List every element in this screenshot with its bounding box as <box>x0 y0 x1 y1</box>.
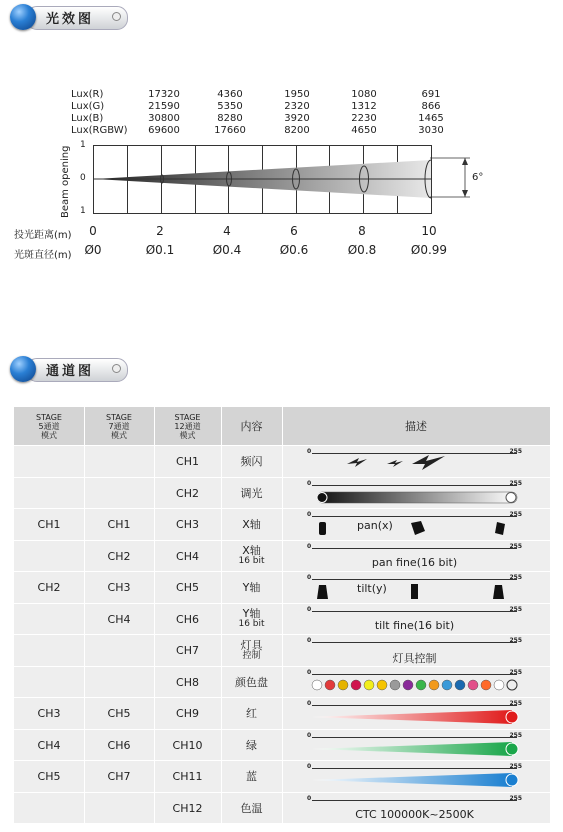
scale-min: 0 <box>307 637 312 644</box>
cell-content <box>221 446 282 477</box>
content-line1: X轴 <box>242 518 261 531</box>
lux-value: 866 <box>421 101 441 112</box>
cell-7ch: CH6 <box>107 738 131 752</box>
cell-5ch <box>14 667 84 698</box>
spot-value: Ø0.99 <box>410 243 448 257</box>
desc-text: tilt(y) <box>357 582 387 595</box>
beam-cone <box>94 146 431 213</box>
cell-desc <box>307 541 522 572</box>
cell-desc <box>307 446 522 477</box>
scale-min: 0 <box>307 763 312 770</box>
cell-7ch: CH3 <box>107 581 131 594</box>
scale-max: 255 <box>509 479 522 487</box>
cell-5ch <box>14 446 84 477</box>
cell-7ch: CH5 <box>107 707 131 720</box>
y-tick-top: 1 <box>80 140 86 150</box>
cell-desc <box>307 698 522 729</box>
content-line2: 16 bit <box>238 619 265 629</box>
cell-content <box>221 541 282 572</box>
cell-5ch: CH2 <box>37 581 61 594</box>
header-12ch: STAGE 12通道 模式 <box>174 412 201 440</box>
channel-table <box>14 407 550 823</box>
lux-value: 17320 <box>148 89 180 100</box>
lux-value: 17660 <box>214 125 246 136</box>
desc-text: CTC 100000K~2500K <box>355 807 474 821</box>
color-wheel-swatches <box>307 667 522 698</box>
scale-min: 0 <box>307 511 312 518</box>
scale-max: 255 <box>509 542 522 550</box>
distance-value: 2 <box>156 224 164 238</box>
content-line1: 调光 <box>240 486 263 500</box>
cell-desc <box>307 635 522 666</box>
cell-desc <box>307 509 522 540</box>
lux-row-label: Lux(B) <box>71 113 104 124</box>
header-5ch: STAGE 5通道 模式 <box>36 412 62 440</box>
content-line2: 控制 <box>242 650 261 661</box>
scale-min: 0 <box>307 605 312 613</box>
beam-section-title: 光效图 <box>46 12 95 27</box>
header-content: 内容 <box>240 419 263 433</box>
lux-value: 5350 <box>217 101 243 112</box>
cell-5ch <box>14 793 84 824</box>
beam-diagram <box>93 145 432 214</box>
cell-content <box>221 793 282 824</box>
cell-desc <box>307 667 522 698</box>
cell-12ch: CH12 <box>172 801 203 815</box>
blue-orb-icon <box>10 356 36 382</box>
header-desc: 描述 <box>405 419 427 433</box>
content-line2: 16 bit <box>238 556 265 566</box>
channel-section-header <box>8 354 128 384</box>
cell-desc <box>307 761 522 792</box>
cell-content <box>221 604 282 635</box>
scale-line <box>312 611 517 612</box>
cell-5ch: CH4 <box>37 738 61 752</box>
y-axis-label: Beam opening <box>60 145 71 218</box>
lux-value: 4360 <box>217 89 243 100</box>
green-gradient <box>307 730 522 761</box>
cell-12ch: CH10 <box>172 738 203 752</box>
cell-12ch: CH9 <box>176 707 199 720</box>
cell-content <box>221 509 282 540</box>
cell-12ch: CH8 <box>176 675 199 689</box>
channel-section-title: 通道图 <box>46 364 95 379</box>
strobe-icons <box>307 446 522 477</box>
content-line1: 灯具 <box>240 638 263 652</box>
lux-row-label: Lux(R) <box>71 89 104 100</box>
lux-row-label: Lux(G) <box>71 101 105 112</box>
cell-12ch: CH7 <box>176 644 199 657</box>
desc-text: tilt fine(16 bit) <box>374 618 455 632</box>
cell-12ch: CH3 <box>176 518 199 531</box>
lux-value: 1950 <box>284 89 310 100</box>
cell-content <box>221 698 282 729</box>
scale-max: 255 <box>509 511 522 518</box>
red-gradient <box>307 698 522 729</box>
cell-desc <box>307 572 522 603</box>
lux-value: 1080 <box>351 89 377 100</box>
scale-max: 255 <box>509 448 522 455</box>
lux-value: 69600 <box>148 125 180 136</box>
header-dot-icon <box>112 364 121 373</box>
header-dot-icon <box>112 12 121 21</box>
spot-value: Ø0.8 <box>347 243 377 257</box>
spot-value: Ø0.6 <box>279 243 309 257</box>
scale-line <box>312 800 517 801</box>
scale-min: 0 <box>307 542 312 550</box>
beam-section-header <box>8 2 128 32</box>
scale-max: 255 <box>509 731 522 739</box>
lux-value: 1312 <box>351 101 377 112</box>
cell-content <box>221 667 282 698</box>
scale-min: 0 <box>307 794 312 802</box>
cell-desc <box>307 730 522 761</box>
content-line1: 绿 <box>246 738 257 752</box>
tilt-icons <box>307 572 522 603</box>
scale-min: 0 <box>307 574 312 581</box>
cell-5ch <box>14 604 84 635</box>
lux-value: 8200 <box>284 125 310 136</box>
cell-desc <box>307 604 522 635</box>
content-line1: 频闪 <box>240 455 263 468</box>
cell-content <box>221 635 282 666</box>
scale-max: 255 <box>509 605 522 613</box>
spot-value: Ø0 <box>84 243 102 257</box>
lux-value: 691 <box>421 89 441 100</box>
cell-7ch <box>84 446 154 477</box>
scale-max: 255 <box>509 668 522 676</box>
cell-content <box>221 572 282 603</box>
scale-min: 0 <box>307 700 312 707</box>
scale-line <box>312 642 517 643</box>
scale-min: 0 <box>307 731 312 739</box>
cell-12ch: CH2 <box>176 486 199 500</box>
scale-min: 0 <box>307 668 312 676</box>
cell-7ch <box>84 635 154 666</box>
desc-text: 灯具控制 <box>392 652 437 665</box>
lux-value: 8280 <box>217 113 243 124</box>
lux-value: 3920 <box>284 113 310 124</box>
desc-text: pan(x) <box>357 519 393 532</box>
cell-12ch: CH1 <box>176 455 199 468</box>
scale-min: 0 <box>307 479 312 487</box>
distance-value: 8 <box>358 224 366 238</box>
distance-label: 投光距离(m) <box>14 230 72 241</box>
y-tick-mid: 0 <box>80 173 86 183</box>
lux-value: 21590 <box>148 101 180 112</box>
angle-marker <box>430 150 490 230</box>
cell-7ch: CH1 <box>107 518 131 531</box>
cell-content <box>221 730 282 761</box>
cell-5ch: CH5 <box>37 770 61 783</box>
content-line1: 色温 <box>240 801 263 815</box>
cell-5ch <box>14 478 84 509</box>
lux-value: 2230 <box>351 113 377 124</box>
scale-min: 0 <box>307 448 312 455</box>
distance-value: 10 <box>421 224 437 238</box>
beam-angle-label: 6° <box>472 172 484 183</box>
lux-value: 4650 <box>351 125 377 136</box>
header-7ch: STAGE 7通道 模式 <box>106 412 132 440</box>
lux-row-label: Lux(RGBW) <box>71 125 128 136</box>
y-tick-bottom: 1 <box>80 206 86 216</box>
lux-value: 2320 <box>284 101 310 112</box>
cell-content <box>221 478 282 509</box>
distance-value: 0 <box>89 224 97 238</box>
scale-max: 255 <box>509 637 522 644</box>
content-line1: 颜色盘 <box>235 675 268 689</box>
scale-line <box>312 548 517 549</box>
cell-desc <box>307 478 522 509</box>
scale-max: 255 <box>509 574 522 581</box>
blue-gradient <box>307 761 522 792</box>
lux-value: 1465 <box>418 113 444 124</box>
cell-5ch: CH3 <box>37 707 61 720</box>
content-line1: Y轴 <box>242 581 261 594</box>
cell-7ch <box>84 478 154 509</box>
cell-5ch <box>14 635 84 666</box>
pan-icons <box>307 509 522 540</box>
cell-12ch: CH4 <box>176 549 199 563</box>
content-line1: X轴 <box>242 544 261 557</box>
cell-12ch: CH6 <box>176 612 199 626</box>
content-line1: 蓝 <box>246 770 257 783</box>
cell-12ch: CH5 <box>176 581 199 594</box>
cell-7ch: CH2 <box>107 549 131 563</box>
dimmer-gradient <box>307 478 522 509</box>
distance-value: 4 <box>223 224 231 238</box>
blue-orb-icon <box>10 4 36 30</box>
scale-max: 255 <box>509 794 522 802</box>
cell-7ch <box>84 793 154 824</box>
cell-7ch: CH4 <box>107 612 131 626</box>
scale-max: 255 <box>509 700 522 707</box>
cell-content <box>221 761 282 792</box>
content-line1: 红 <box>246 707 257 720</box>
content-line1: Y轴 <box>242 607 261 620</box>
cell-7ch: CH7 <box>107 770 131 783</box>
spot-value: Ø0.1 <box>145 243 175 257</box>
cell-desc <box>307 793 522 824</box>
cell-7ch <box>84 667 154 698</box>
scale-max: 255 <box>509 763 522 770</box>
spot-label: 光斑直径(m) <box>14 250 72 261</box>
lux-value: 3030 <box>418 125 444 136</box>
lux-value: 30800 <box>148 113 180 124</box>
spot-value: Ø0.4 <box>212 243 242 257</box>
distance-value: 6 <box>290 224 298 238</box>
cell-5ch: CH1 <box>37 518 61 531</box>
desc-text: pan fine(16 bit) <box>371 555 458 569</box>
cell-5ch <box>14 541 84 572</box>
cell-12ch: CH11 <box>172 770 203 783</box>
